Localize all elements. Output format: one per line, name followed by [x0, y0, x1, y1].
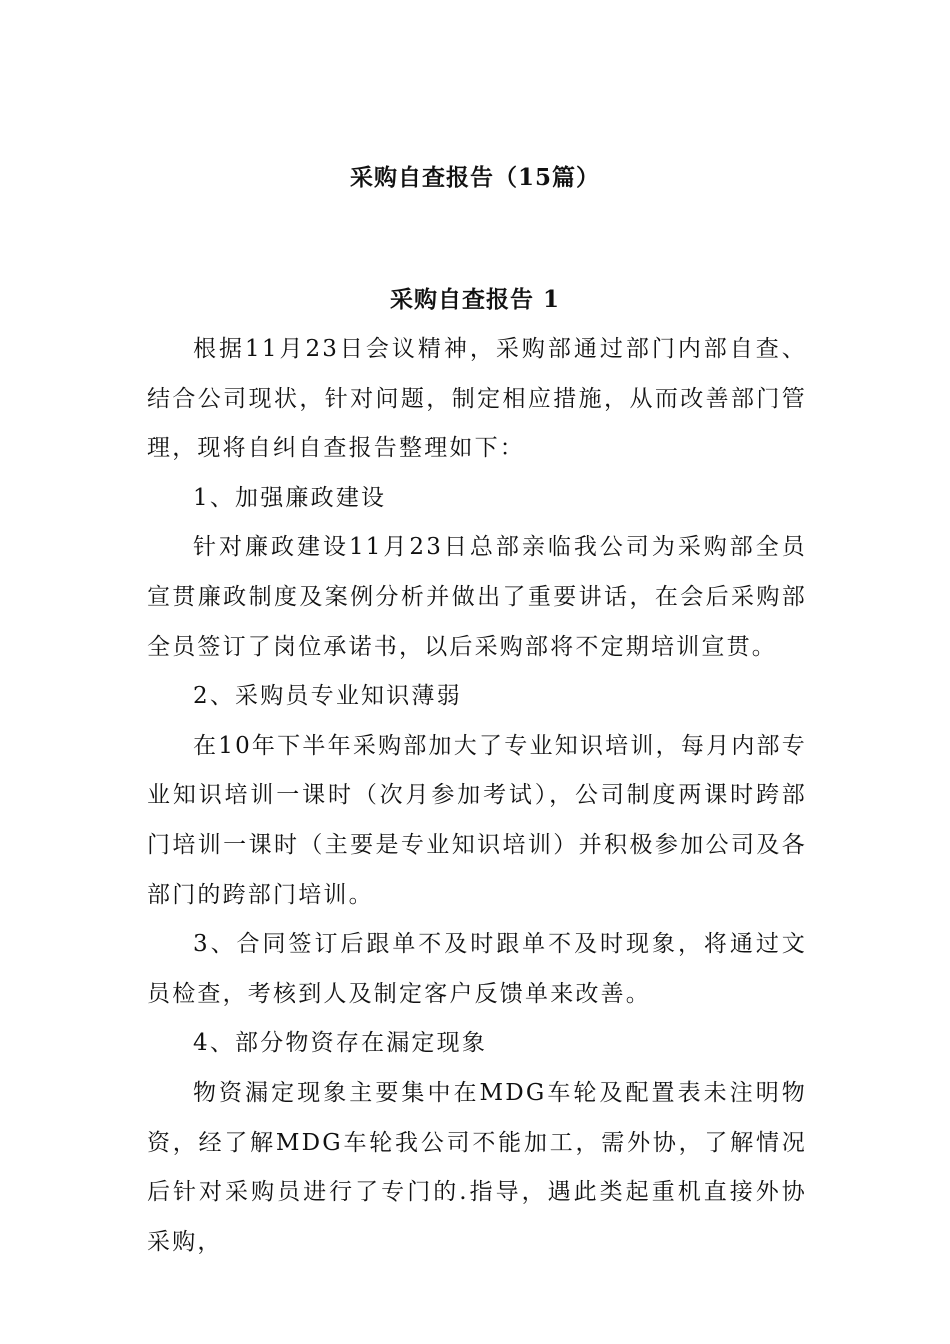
heading-item-2: 2、采购员专业知识薄弱 [193, 683, 462, 710]
paragraph-item-4: 物资漏定现象主要集中在MDG车轮及配置表未注明物资，经了解MDG车轮我公司不能加工，需外协，了解情况后针对采购员进行了专门的.指导，遇此类起重机直接外协采购， [147, 1079, 807, 1255]
paragraph-item-1: 针对廉政建设11月23日总部亲临我公司为采购部全员宣贯廉政制度及案例分析并做出了重要讲话，在会后采购部全员签订了岗位承诺书，以后采购部将不定期培训宣贯。 [147, 534, 807, 660]
heading-item-1: 1、加强廉政建设 [193, 484, 387, 511]
heading-item-4: 4、部分物资存在漏定现象 [193, 1030, 488, 1057]
paragraph-intro: 根据11月23日会议精神，采购部通过部门内部自查、结合公司现状，针对问题，制定相应措施，从而改善部门管理，现将自纠自查报告整理如下： [147, 336, 807, 462]
document-title: 采购自查报告（15篇） [349, 164, 600, 191]
section-title: 采购自查报告 1 [389, 286, 560, 313]
paragraph-item-3: 3、合同签订后跟单不及时跟单不及时现象，将通过文员检查，考核到人及制定客户反馈单来改善。 [147, 931, 807, 1007]
document-body [147, 325, 807, 1267]
paragraph-item-2: 在10年下半年采购部加大了专业知识培训，每月内部专业知识培训一课时（次月参加考试），公司制度两课时跨部门培训一课时（主要是专业知识培训）并积极参加公司及各部门的跨部门培训。 [147, 732, 807, 908]
